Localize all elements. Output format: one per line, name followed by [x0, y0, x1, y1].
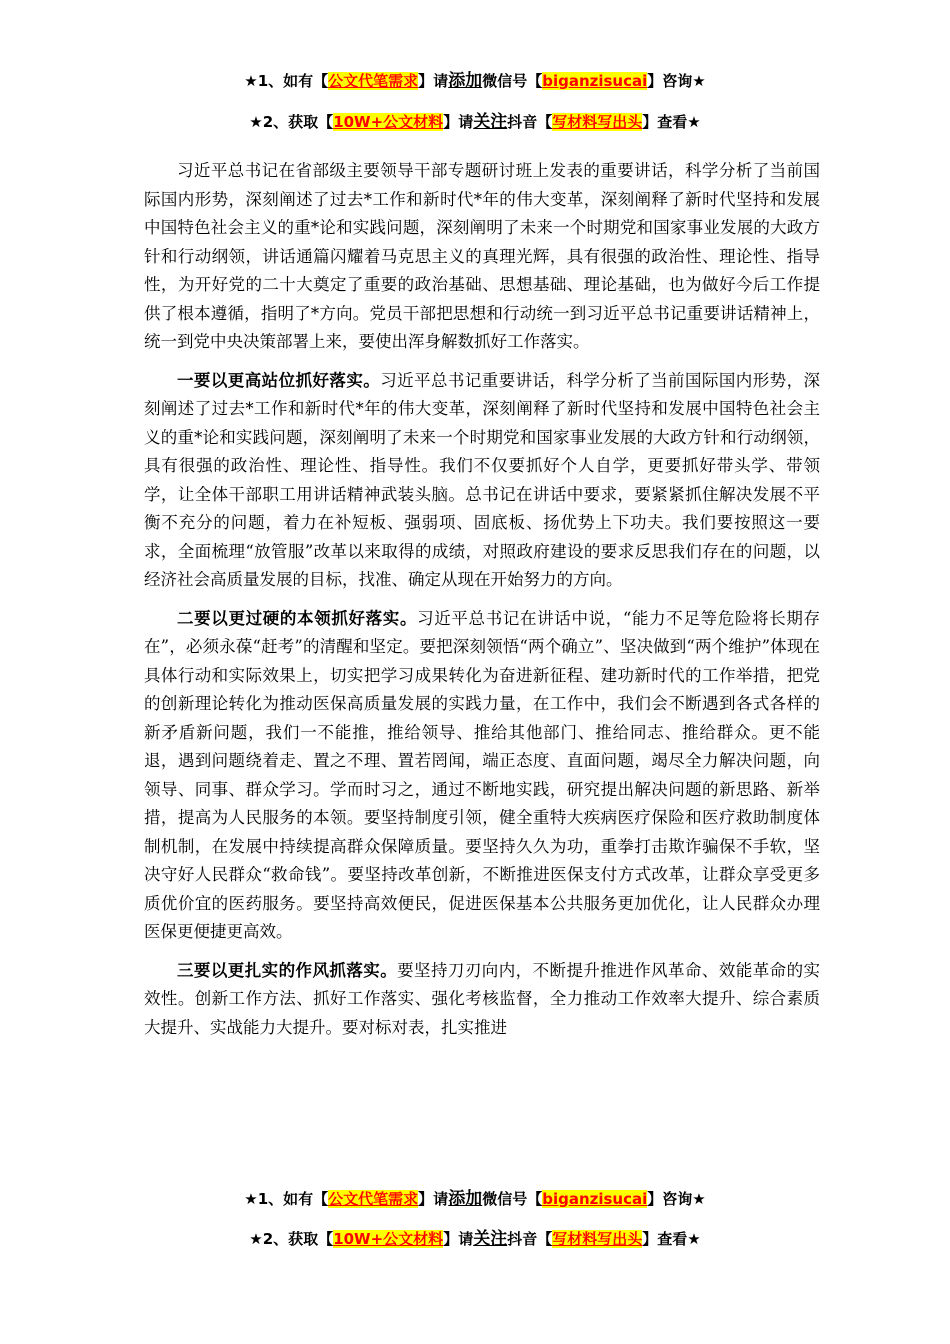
promo-banner-bottom-line1: ★1、如有【公文代笔需求】请添加微信号【biganzisucai】咨询★	[244, 1189, 706, 1209]
highlight-service: 公文代笔需求	[328, 72, 419, 90]
highlight-douyin-id: 写材料写出头	[552, 1230, 643, 1248]
highlight-materials: 10W+公文材料	[333, 113, 444, 131]
paragraph-heading: 一要以更高站位抓好落实。	[177, 370, 381, 390]
article-body	[144, 157, 820, 1052]
paragraph-intro: 习近平总书记在省部级主要领导干部专题研讨班上发表的重要讲话，科学分析了当前国际国内形势，深刻阐述了过去*工作和新时代*年的伟大变革，深刻阐释了新时代坚持和发展中国特色社会主义的重*论和实践问题，深刻阐明了未来一个时期党和国家事业发展的大政方针和行动纲领，讲话通篇闪耀着马克思主义的真理光辉，具有很强的政治性、理论性、指导性，为开好党的二十大奠定了重要的政治基础、思想基础、理论基础，也为做好今后工作提供了根本遵循，指明了*方向。党员干部把思想和行动统一到习近平总书记重要讲话精神上，统一到党中央决策部署上来，要使出浑身解数抓好工作落实。	[144, 161, 820, 351]
highlight-douyin-id: 写材料写出头	[552, 113, 643, 131]
paragraph-heading: 二要以更过硬的本领抓好落实。	[177, 608, 418, 628]
paragraph-heading: 三要以更扎实的作风抓落实。	[177, 960, 398, 980]
highlight-wechat-id: biganzisucai	[542, 72, 648, 90]
paragraph-point-3: 三要以更扎实的作风抓落实。要坚持刀刃向内，不断提升推进作风革命、效能革命的实效性。创新工作方法、抓好工作落实、强化考核监督，全力推动工作效率大提升、综合素质大提升、实战能力大提升。要对标对表，扎实推进	[144, 960, 821, 1037]
highlight-materials: 10W+公文材料	[333, 1230, 444, 1248]
promo-banner-top-line2: ★2、获取【10W+公文材料】请关注抖音【写材料写出头】查看★	[249, 112, 701, 132]
promo-banner-top-line1: ★1、如有【公文代笔需求】请添加微信号【biganzisucai】咨询★	[244, 71, 706, 91]
highlight-service: 公文代笔需求	[328, 1190, 419, 1208]
paragraph-point-1: 一要以更高站位抓好落实。习近平总书记重要讲话，科学分析了当前国际国内形势，深刻阐述了过去*工作和新时代*年的伟大变革，深刻阐释了新时代坚持和发展中国特色社会主义的重*论和实践问题，深刻阐明了未来一个时期党和国家事业发展的大政方针和行动纲领，具有很强的政治性、理论性、指导性。我们不仅要抓好个人自学，更要抓好带头学、带领学，让全体干部职工用讲话精神武装头脑。总书记在讲话中要求，要紧紧抓住解决发展不平衡不充分的问题，着力在补短板、强弱项、固底板、扬优势上下功夫。我们要按照这一要求，全面梳理“放管服”改革以来取得的成绩，对照政府建设的要求反思我们存在的问题，以经济社会高质量发展的目标，找准、确定从现在开始努力的方向。	[144, 370, 821, 589]
highlight-wechat-id: biganzisucai	[542, 1190, 648, 1208]
promo-banner-bottom-line2: ★2、获取【10W+公文材料】请关注抖音【写材料写出头】查看★	[249, 1229, 701, 1249]
paragraph-point-2: 二要以更过硬的本领抓好落实。习近平总书记在讲话中说，“能力不足等危险将长期存在”，必须永葆“赶考”的清醒和坚定。要把深刻领悟“两个确立”、坚决做到“两个维护”体现在具体行动和实际效果上，切实把学习成果转化为奋进新征程、建功新时代的工作举措，把党的创新理论转化为推动医保高质量发展的实践力量，在工作中，我们会不断遇到各式各样的新矛盾新问题，我们一不能推，推给领导、推给其他部门、推给同志、推给群众。更不能退，遇到问题绕着走、置之不理、置若罔闻，端正态度、直面问题，竭尽全力解决问题，向领导、同事、群众学习。学而时习之，通过不断地实践，研究提出解决问题的新思路、新举措，提高为人民服务的本领。要坚持制度引领，健全重特大疾病医疗保险和医疗救助制度体制机制，在发展中持续提高群众保障质量。要坚持久久为功，重拳打击欺诈骗保不手软，坚决守好人民群众“救命钱”。要坚持改革创新，不断推进医保支付方式改革，让群众享受更多质优价宜的医药服务。要坚持高效便民，促进医保基本公共服务更加优化，让人民群众办理医保更便捷更高效。	[144, 608, 821, 941]
